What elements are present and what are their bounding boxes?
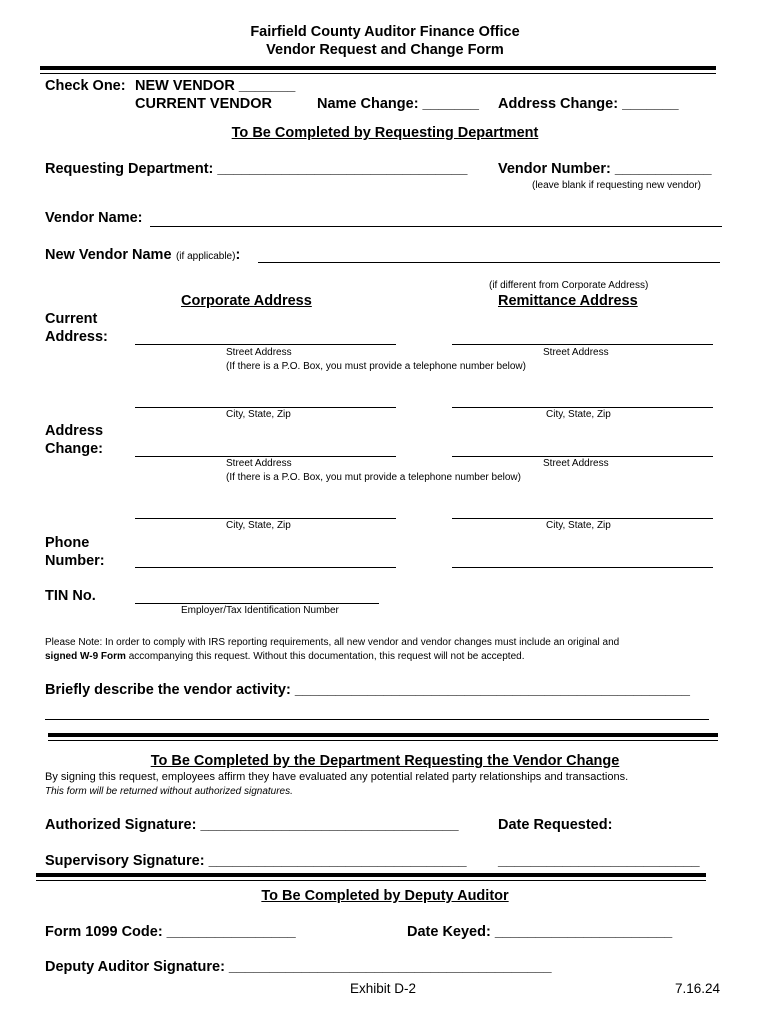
date-requested-label: Date Requested:	[498, 817, 613, 833]
phone-number-label-2: Number:	[45, 553, 105, 569]
current-address-label-1: Current	[45, 311, 98, 327]
remittance-current-city-caption: City, State, Zip	[546, 409, 611, 420]
w9-requirement: signed W-9 Form	[45, 651, 126, 662]
remittance-note: (if different from Corporate Address)	[489, 280, 649, 291]
vendor-number-note: (leave blank if requesting new vendor)	[532, 180, 701, 191]
irs-note-line-1: Please Note: In order to comply with IRS reporting requirements, all new vendor and vendor changes must include an original and	[45, 637, 620, 648]
signature-divider-thin	[48, 740, 718, 741]
check-one-label: Check One:	[45, 78, 126, 94]
form-agency-title: Fairfield County Auditor Finance Office	[250, 24, 520, 40]
deputy-divider-thick	[36, 873, 706, 877]
vendor-number-field[interactable]: Vendor Number: ____________	[498, 161, 712, 177]
supervisory-signature-field[interactable]: Supervisory Signature: ________________________________	[45, 853, 467, 869]
vendor-activity-input[interactable]: _________________________________________________	[294, 682, 690, 698]
corporate-change-street-input[interactable]	[135, 456, 396, 457]
vendor-name-label: Vendor Name:	[45, 210, 143, 226]
deputy-divider-thin	[36, 880, 706, 881]
remittance-current-street-caption: Street Address	[543, 347, 609, 358]
new-vendor-name-label	[45, 246, 240, 264]
remittance-change-street-input[interactable]	[452, 456, 713, 457]
remittance-address-header: Remittance Address	[498, 293, 638, 309]
header-divider-thick	[40, 66, 716, 70]
address-change-checkbox[interactable]: Address Change: _______	[498, 96, 679, 112]
phone-number-label-1: Phone	[45, 535, 90, 551]
requesting-section-title: To Be Completed by Requesting Department	[231, 125, 539, 141]
name-change-checkbox[interactable]: Name Change: _______	[317, 96, 479, 112]
returned-warning: This form will be returned without authorized signatures.	[45, 786, 293, 797]
vendor-name-input[interactable]	[150, 226, 722, 227]
signature-divider-thick	[48, 733, 718, 737]
new-vendor-name-text: New Vendor Name	[45, 247, 172, 263]
vendor-activity-label	[45, 682, 690, 698]
header-divider-thin	[40, 73, 716, 74]
current-address-label-2: Address:	[45, 329, 108, 345]
deputy-section-title: To Be Completed by Deputy Auditor	[261, 888, 509, 904]
vendor-activity-text: Briefly describe the vendor activity:	[45, 682, 295, 698]
supervisory-date-input[interactable]: _________________________	[498, 853, 700, 869]
po-box-note-current: (If there is a P.O. Box, you must provide a telephone number below)	[226, 361, 526, 372]
signature-section-title: To Be Completed by the Department Requesting the Vendor Change	[150, 753, 620, 769]
address-change-label-2: Change:	[45, 441, 103, 457]
corporate-current-city-input[interactable]	[135, 407, 396, 408]
vendor-activity-input-2[interactable]	[45, 719, 709, 720]
irs-note-line-2	[45, 651, 524, 662]
corporate-current-street-input[interactable]	[135, 344, 396, 345]
remittance-change-street-caption: Street Address	[543, 458, 609, 469]
tin-label: TIN No.	[45, 588, 96, 604]
remittance-phone-input[interactable]	[452, 567, 713, 568]
address-change-label-1: Address	[45, 423, 104, 439]
corporate-current-street-caption: Street Address	[226, 347, 292, 358]
irs-note-rest: accompanying this request. Without this documentation, this request will not be accepted.	[125, 651, 525, 662]
remittance-change-city-input[interactable]	[452, 518, 713, 519]
new-vendor-checkbox[interactable]: NEW VENDOR _______	[135, 78, 296, 94]
form-1099-code-field[interactable]: Form 1099 Code: ________________	[45, 924, 296, 940]
tin-input[interactable]	[135, 603, 379, 604]
new-vendor-name-input[interactable]	[258, 262, 720, 263]
corporate-change-city-input[interactable]	[135, 518, 396, 519]
date-keyed-field[interactable]: Date Keyed: ______________________	[407, 924, 673, 940]
corporate-current-city-caption: City, State, Zip	[226, 409, 291, 420]
requesting-department-field[interactable]: Requesting Department: _______________________________	[45, 161, 468, 177]
corporate-phone-input[interactable]	[135, 567, 396, 568]
new-vendor-name-note: (if applicable)	[175, 251, 236, 262]
corporate-change-street-caption: Street Address	[226, 458, 292, 469]
new-vendor-name-colon: :	[235, 247, 241, 263]
corporate-change-city-caption: City, State, Zip	[226, 520, 291, 531]
remittance-current-city-input[interactable]	[452, 407, 713, 408]
authorized-signature-field[interactable]: Authorized Signature: ________________________________	[45, 817, 459, 833]
corporate-address-header: Corporate Address	[181, 293, 312, 309]
po-box-note-change: (If there is a P.O. Box, you mut provide a telephone number below)	[226, 472, 521, 483]
remittance-current-street-input[interactable]	[452, 344, 713, 345]
form-title: Vendor Request and Change Form	[266, 42, 504, 58]
current-vendor-label: CURRENT VENDOR	[135, 96, 272, 112]
revision-date: 7.16.24	[675, 981, 721, 996]
deputy-signature-field[interactable]: Deputy Auditor Signature: ________________________________________	[45, 959, 552, 975]
remittance-change-city-caption: City, State, Zip	[546, 520, 611, 531]
affirmation-text: By signing this request, employees affirm they have evaluated any potential related party relationships and transactions.	[45, 771, 629, 783]
tin-caption: Employer/Tax Identification Number	[181, 605, 339, 616]
exhibit-label: Exhibit D-2	[350, 981, 417, 996]
